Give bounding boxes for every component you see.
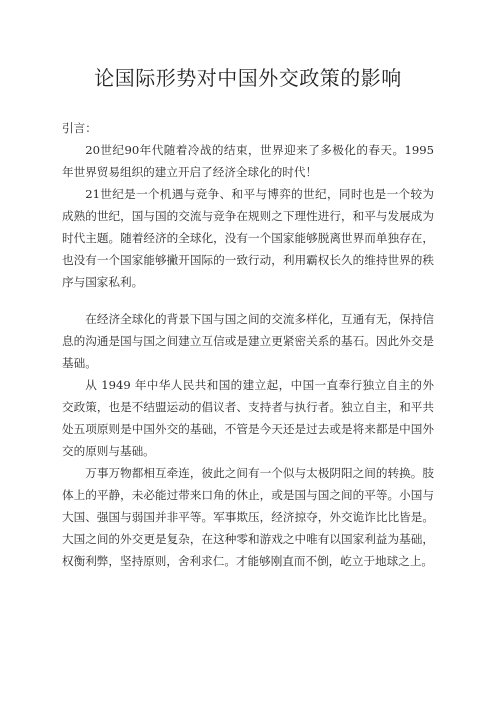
paragraph-gap <box>62 293 434 308</box>
paragraph-4: 从 1949 年中华人民共和国的建立起，中国一直奉行独立自主的外交政策，也是不结盟运动的倡议者、支持者与执行者。独立自主，和平共处五项原则是中国外交的基础，不管是今天还是过去或是将来都是中国外交的原则与基础。 <box>62 378 434 458</box>
intro-label: 引言： <box>62 121 97 135</box>
paragraph-2: 21世纪是一个机遇与竞争、和平与博弈的世纪，同时也是一个较为成熟的世纪，国与国的交流与竞争在规则之下理性进行，和平与发展成为时代主题。随着经济的全球化，没有一个国家能够脱离世界而单独存在，也没有一个国家能够撇开国际的一致行动，利用霸权长久的维持世界的秩序与国家私利。 <box>62 187 434 289</box>
paragraph-1: 20世纪90年代随着冷战的结束，世界迎来了多极化的春天。1995年世界贸易组织的建立开启了经济全球化的时代！ <box>62 143 434 179</box>
document-body <box>62 117 434 572</box>
document-title: 论国际形势对中国外交政策的影响 <box>94 66 402 90</box>
paragraph-5: 万事万物都相互牵连，彼此之间有一个似与太极阴阳之间的转换。肢体上的平静，未必能过带来口角的休止，或是国与国之间的平等。小国与大国、强国与弱国并非平等。军事欺压，经济掠夺，外交诡诈比比皆是。大国之间的外交更是复杂，在这种零和游戏之中唯有以国家利益为基础，权衡利弊，坚持原则，舍利求仁。才能够刚直而不倒，屹立于地球之上。 <box>62 466 434 568</box>
paragraph-3: 在经济全球化的背景下国与国之间的交流多样化，互通有无，保持信息的沟通是国与国之间建立互信或是建立更紧密关系的基石。因此外交是基础。 <box>62 312 434 370</box>
